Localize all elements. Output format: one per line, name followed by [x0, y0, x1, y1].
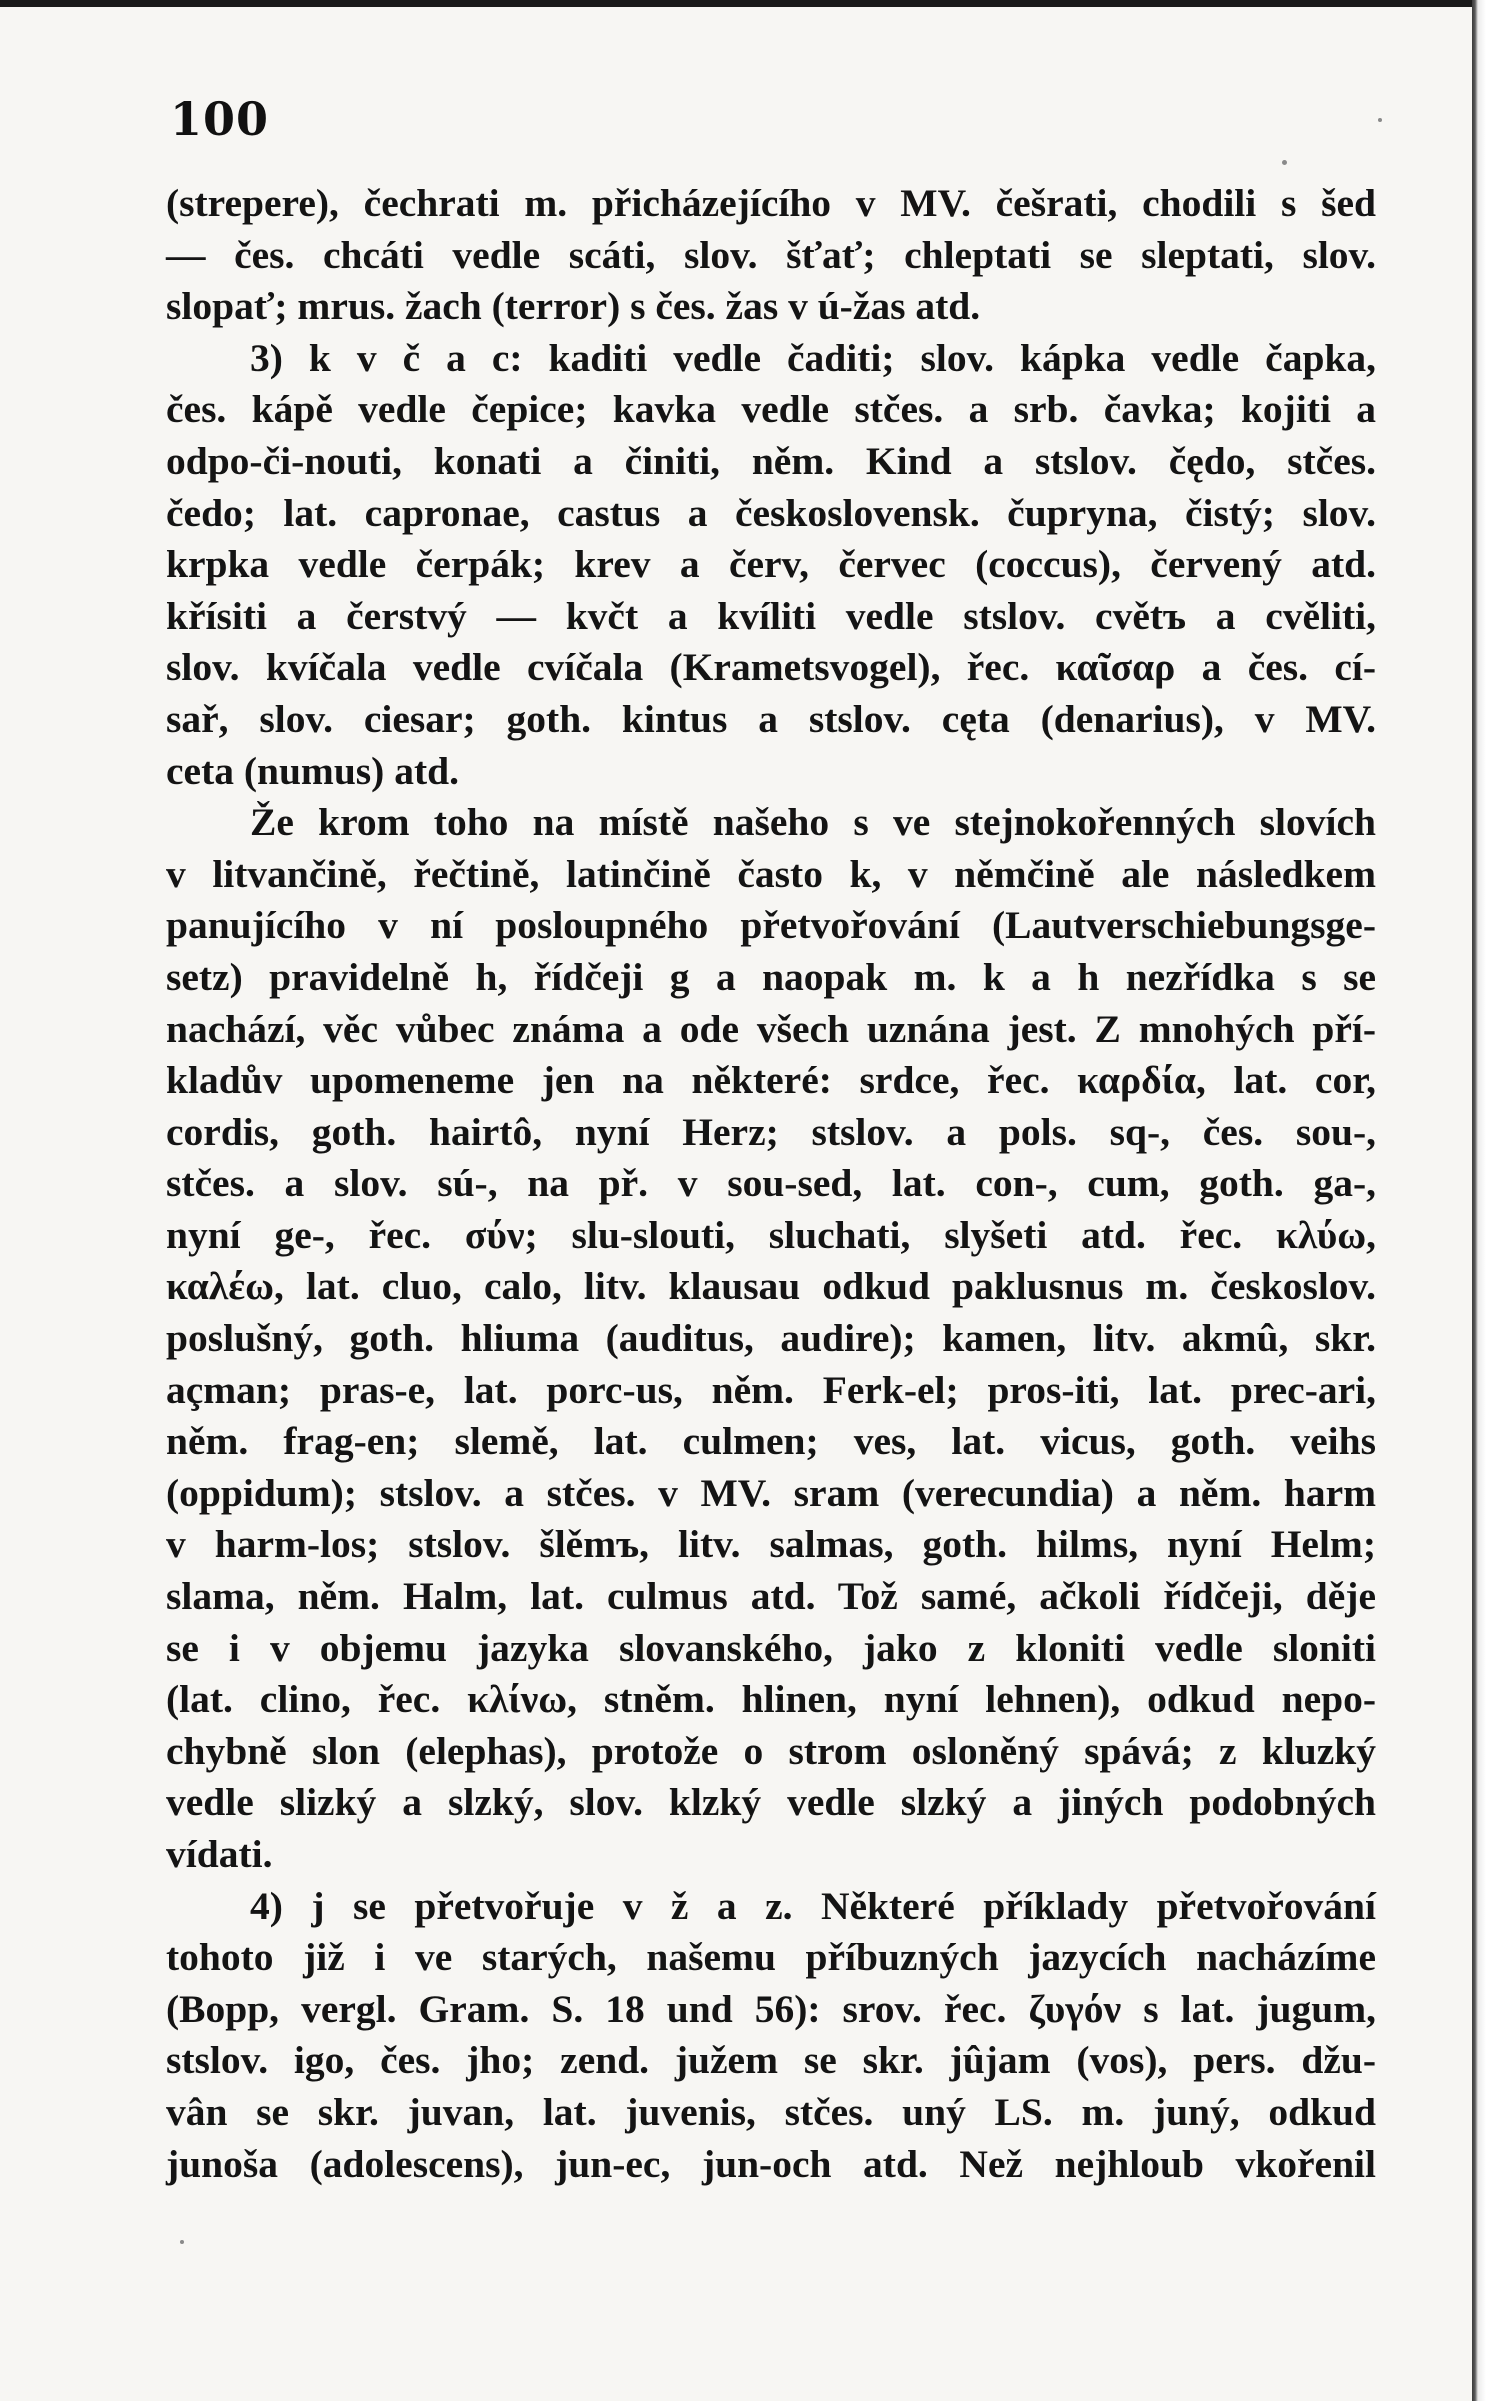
text-line: vân se skr. juvan, lat. juvenis, stčes. uný LS. m. juný, odkud [166, 2089, 1376, 2134]
text-line: junoša (adolescens), jun-ec, jun-och atd. Než nejhloub vkořenil [166, 2141, 1376, 2186]
text-line: něm. frag-en; slemě, lat. culmen; ves, lat. vicus, goth. veihs [166, 1419, 1376, 1464]
text-line: nyní ge-, řec. σύν; slu-slouti, sluchati, slyšeti atd. řec. κλύω, [166, 1212, 1376, 1257]
text-line: poslušný, goth. hliuma (auditus, audire); kamen, litv. akmû, skr. [166, 1316, 1376, 1361]
text-line: krpka vedle čerpák; krev a červ, červec (coccus), červený atd. [166, 542, 1376, 587]
text-line: Že krom toho na místě našeho s ve stejnokořenných slovích [250, 800, 1376, 845]
text-line: v harm-los; stslov. šlěmъ, litv. salmas, goth. hilms, nyní Helm; [166, 1522, 1376, 1567]
text-line: tohoto již i ve starých, našemu příbuzných jazycích nacházíme [166, 1935, 1376, 1980]
text-line: καλέω, lat. cluo, calo, litv. klausau odkud paklusnus m. českoslov. [166, 1264, 1376, 1309]
text-line: sař, slov. ciesar; goth. kintus a stslov. cęta (denarius), v MV. [166, 696, 1376, 741]
text-line: stčes. a slov. sú-, na př. v sou-sed, lat. con-, cum, goth. ga-, [166, 1161, 1376, 1206]
text-line: odpo-či-nouti, konati a činiti, něm. Kind a stslov. čędo, stčes. [166, 438, 1376, 483]
text-line: (oppidum); stslov. a stčes. v MV. sram (verecundia) a něm. harm [166, 1470, 1376, 1515]
page-number: 100 [170, 92, 270, 146]
text-line: kladův upomeneme jen na některé: srdce, řec. καρδία, lat. cor, [166, 1058, 1376, 1103]
text-line: panujícího v ní posloupného přetvořování (Lautverschiebungsge- [166, 903, 1376, 948]
text-line: čedo; lat. capronae, castus a československ. čupryna, čistý; slov. [166, 490, 1376, 535]
text-line: čes. kápě vedle čepice; kavka vedle stčes. a srb. čavka; kojiti a [166, 387, 1376, 432]
text-line: vídati. [166, 1832, 273, 1876]
text-line: slama, něm. Halm, lat. culmus atd. Tož samé, ačkoli řídčeji, děje [166, 1574, 1376, 1619]
text-line: cordis, goth. hairtô, nyní Herz; stslov. a pols. sq-, čes. sou-, [166, 1109, 1376, 1154]
text-line: slopať; mrus. žach (terror) s čes. žas v ú-žas atd. [166, 284, 981, 329]
ink-speck [1378, 118, 1382, 122]
text-line: 3) k v č a c: kaditi vedle čaditi; slov. kápka vedle čapka, [250, 335, 1376, 380]
text-line: 4) j se přetvořuje v ž a z. Některé příklady přetvořování [250, 1883, 1376, 1928]
body-text [166, 178, 1376, 2190]
text-line: stslov. igo, čes. jho; zend. južem se skr. jûjam (vos), pers. džu- [166, 2038, 1376, 2083]
text-line: nachází, věc vůbec známa a ode všech uznána jest. Z mnohých pří- [166, 1006, 1376, 1051]
ink-speck [180, 2240, 184, 2244]
ink-speck [1282, 160, 1287, 165]
page-edge-shadow [1472, 0, 1506, 2401]
text-line: ceta (numus) atd. [166, 748, 459, 793]
top-edge-rule [0, 0, 1472, 7]
text-line: açman; pras-e, lat. porc-us, něm. Ferk-el; pros-iti, lat. prec-ari, [166, 1367, 1376, 1412]
text-line: vedle slizký a slzký, slov. klzký vedle slzký a jiných podobných [166, 1780, 1376, 1825]
text-line: (strepere), čechrati m. přicházejícího v MV. češrati, chodili s šed [166, 181, 1376, 225]
text-line: křísiti a čerstvý — kvčt a kvíliti vedle stslov. cvětъ a cvěliti, [166, 593, 1376, 638]
text-line: chybně slon (elephas), protože o strom osloněný spává; z kluzký [166, 1728, 1376, 1773]
text-line: slov. kvíčala vedle cvíčala (Krametsvogel), řec. καῖσαρ a čes. cí- [166, 645, 1376, 690]
text-line: (lat. clino, řec. κλίνω, stněm. hlinen, nyní lehnen), odkud nepo- [166, 1677, 1376, 1722]
text-line: (Bopp, vergl. Gram. S. 18 und 56): srov. řec. ζυγόν s lat. jugum, [166, 1986, 1376, 2031]
text-line: v litvančině, řečtině, latinčině často k, v němčině ale následkem [166, 851, 1376, 896]
text-line: setz) pravidelně h, řídčeji g a naopak m. k a h nezřídka s se [166, 954, 1376, 999]
text-line: se i v objemu jazyka slovanského, jako z kloniti vedle sloniti [166, 1625, 1376, 1670]
text-line: — čes. chcáti vedle scáti, slov. šťať; chleptati se sleptati, slov. [166, 232, 1376, 277]
